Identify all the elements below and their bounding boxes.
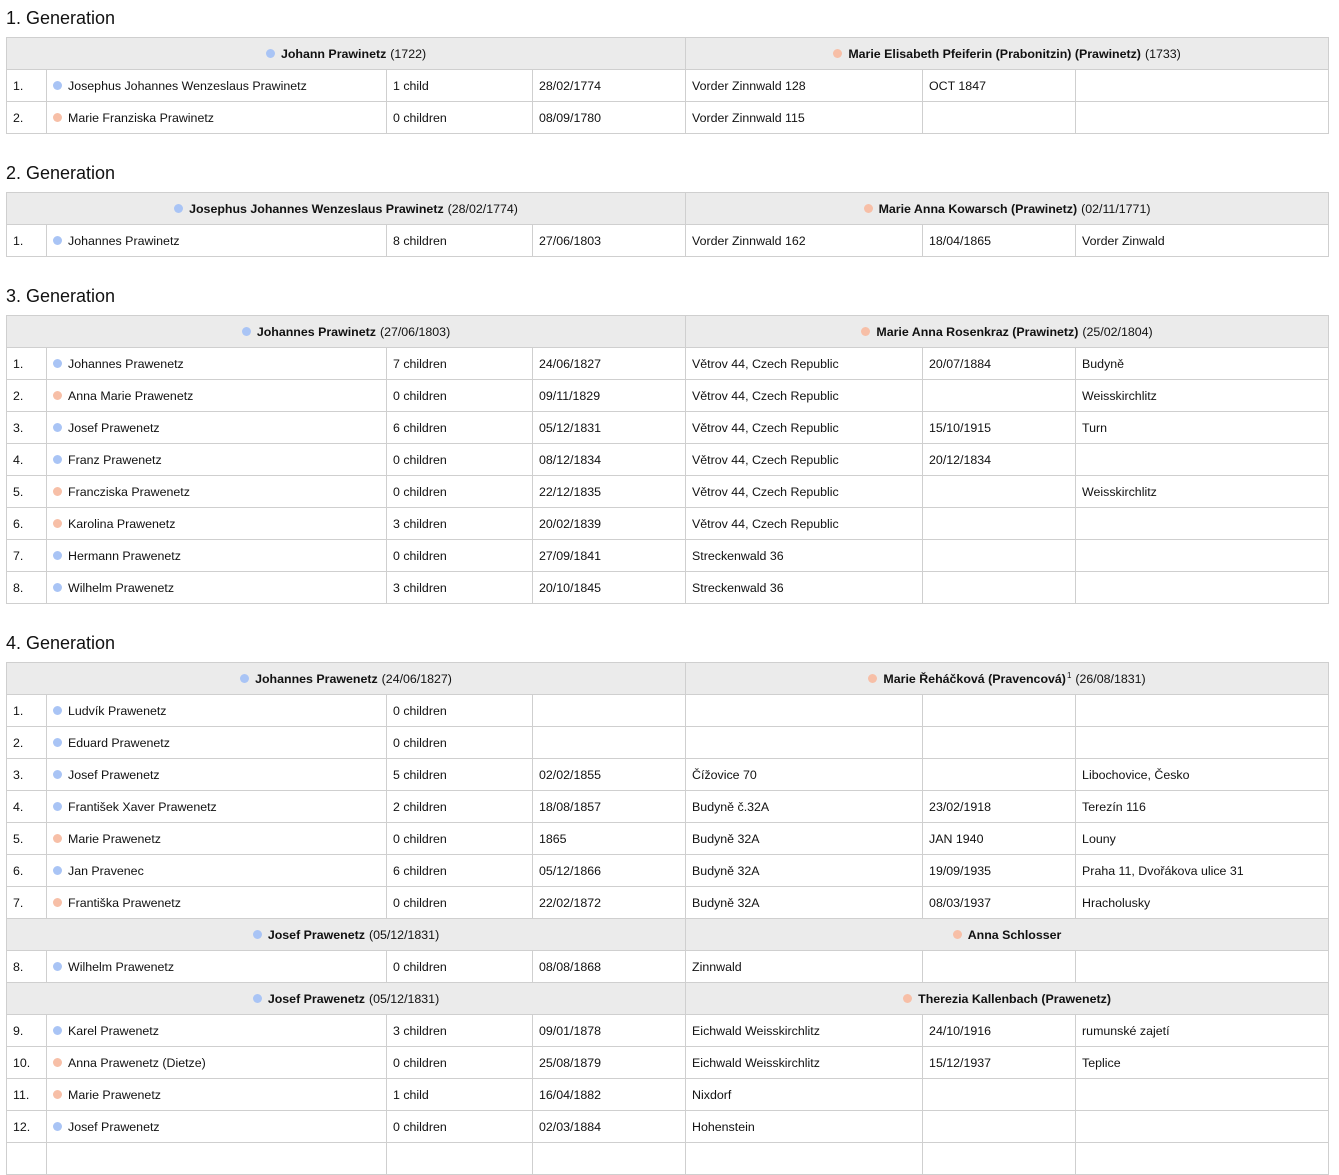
death-place — [1076, 102, 1329, 134]
birth-date: 08/12/1834 — [533, 444, 686, 476]
child-name-cell — [47, 855, 387, 887]
female-icon — [53, 834, 62, 843]
male-icon — [53, 962, 62, 971]
child-number: 2. — [7, 727, 47, 759]
child-name-cell — [47, 348, 387, 380]
child-name-link[interactable]: Hermann Prawenetz — [68, 548, 181, 563]
death-place: Vorder Zinwald — [1076, 225, 1329, 257]
child-name-cell — [47, 412, 387, 444]
death-date: 15/12/1937 — [923, 1047, 1076, 1079]
birth-place: Budyně 32A — [686, 887, 923, 919]
death-place — [1076, 444, 1329, 476]
child-name-link[interactable]: Johannes Prawenetz — [68, 356, 184, 371]
birth-place: Větrov 44, Czech Republic — [686, 444, 923, 476]
parent-birth-date: (24/06/1827) — [381, 671, 452, 686]
male-icon — [53, 802, 62, 811]
death-place: Weisskirchlitz — [1076, 380, 1329, 412]
child-number: 4. — [7, 791, 47, 823]
child-number: 1. — [7, 70, 47, 102]
female-icon — [903, 994, 912, 1003]
birth-date: 22/02/1872 — [533, 887, 686, 919]
birth-place: Eichwald Weisskirchlitz — [686, 1015, 923, 1047]
child-name-cell — [47, 1015, 387, 1047]
male-icon — [53, 236, 62, 245]
female-icon — [53, 487, 62, 496]
generation-title: 2. Generation — [6, 163, 116, 183]
birth-date — [533, 1143, 686, 1175]
table-row — [7, 476, 1329, 508]
children-count: 0 children — [387, 951, 533, 983]
child-name-link[interactable]: Johannes Prawinetz — [68, 233, 180, 248]
children-count: 6 children — [387, 855, 533, 887]
child-number: 1. — [7, 225, 47, 257]
male-icon — [53, 706, 62, 715]
birth-date: 09/01/1878 — [533, 1015, 686, 1047]
death-date — [923, 759, 1076, 791]
birth-place: Větrov 44, Czech Republic — [686, 348, 923, 380]
child-name-link[interactable]: Jan Pravenec — [68, 863, 144, 878]
child-name-cell — [47, 1047, 387, 1079]
table-row — [7, 855, 1329, 887]
table-row — [7, 759, 1329, 791]
female-icon — [833, 49, 842, 58]
child-name-link[interactable]: Wilhelm Prawenetz — [68, 959, 175, 974]
male-icon — [53, 738, 62, 747]
parent-birth-date: (27/06/1803) — [379, 324, 451, 339]
parent-name-link[interactable]: Marie Řeháčková (Pravencová) — [883, 672, 1066, 687]
father-cell — [7, 663, 686, 695]
child-name-link[interactable]: František Xaver Prawenetz — [68, 799, 217, 814]
parent-name-link[interactable]: Josef Prawenetz — [267, 991, 365, 1006]
death-place — [1076, 572, 1329, 604]
male-icon — [53, 359, 62, 368]
table-row — [7, 412, 1329, 444]
male-icon — [174, 204, 183, 213]
child-name-cell — [47, 823, 387, 855]
children-count: 3 children — [387, 508, 533, 540]
male-icon — [266, 49, 275, 58]
family-header-row — [7, 983, 1329, 1015]
child-name-cell — [47, 508, 387, 540]
death-date: 23/02/1918 — [923, 791, 1076, 823]
child-name-link[interactable]: Marie Franziska Prawinetz — [68, 110, 214, 125]
parent-birth-date: (28/02/1774) — [447, 201, 518, 216]
generation-title: 3. Generation — [6, 286, 116, 306]
parent-birth-date: (1722) — [390, 46, 427, 61]
birth-date: 16/04/1882 — [533, 1079, 686, 1111]
death-place — [1076, 540, 1329, 572]
male-icon — [253, 930, 262, 939]
child-name-link[interactable]: Anna Prawenetz (Dietze) — [68, 1055, 206, 1070]
male-icon — [53, 81, 62, 90]
children-count: 3 children — [387, 1015, 533, 1047]
child-name-link[interactable]: Josef Prawenetz — [68, 767, 160, 782]
death-date — [923, 476, 1076, 508]
parent-name-link[interactable]: Johannes Prawenetz — [255, 671, 378, 686]
birth-place: Budyně č.32A — [686, 791, 923, 823]
child-name-link[interactable]: Karel Prawenetz — [68, 1023, 159, 1038]
child-name-cell — [47, 102, 387, 134]
child-number: 12. — [7, 1111, 47, 1143]
birth-date: 08/08/1868 — [533, 951, 686, 983]
child-name-cell — [47, 1143, 387, 1175]
death-date — [923, 380, 1076, 412]
death-place: Teplice — [1076, 1047, 1329, 1079]
death-date: 20/12/1834 — [923, 444, 1076, 476]
child-name-link[interactable]: Anna Marie Prawenetz — [68, 388, 194, 403]
child-number — [7, 1143, 47, 1175]
death-place — [1076, 695, 1329, 727]
birth-date: 20/02/1839 — [533, 508, 686, 540]
children-count: 0 children — [387, 727, 533, 759]
birth-place: Nixdorf — [686, 1079, 923, 1111]
death-date — [923, 1143, 1076, 1175]
birth-place: Eichwald Weisskirchlitz — [686, 1047, 923, 1079]
child-number: 6. — [7, 855, 47, 887]
child-name-cell — [47, 444, 387, 476]
birth-place: Streckenwald 36 — [686, 540, 923, 572]
female-icon — [53, 1058, 62, 1067]
male-icon — [53, 583, 62, 592]
table-row — [7, 791, 1329, 823]
child-name-link[interactable]: Josephus Johannes Wenzeslaus Prawinetz — [68, 78, 307, 93]
female-icon — [53, 113, 62, 122]
male-icon — [53, 551, 62, 560]
birth-place: Budyně 32A — [686, 855, 923, 887]
death-place: Praha 11, Dvořákova ulice 31 — [1076, 855, 1329, 887]
child-number: 8. — [7, 951, 47, 983]
generation-table — [6, 315, 1329, 604]
birth-place — [686, 695, 923, 727]
children-count: 0 children — [387, 823, 533, 855]
birth-place: Větrov 44, Czech Republic — [686, 380, 923, 412]
child-name-cell — [47, 1111, 387, 1143]
child-number: 11. — [7, 1079, 47, 1111]
children-count — [387, 1143, 533, 1175]
death-place: Louny — [1076, 823, 1329, 855]
child-name-link[interactable]: Karolina Prawenetz — [68, 516, 176, 531]
child-name-link[interactable]: Ludvík Prawenetz — [68, 703, 167, 718]
death-date: 24/10/1916 — [923, 1015, 1076, 1047]
child-name-link[interactable]: Eduard Prawenetz — [68, 735, 170, 750]
parent-name-link[interactable]: Johannes Prawinetz — [256, 324, 376, 339]
parent-name-link[interactable]: Johann Prawinetz — [280, 46, 387, 61]
female-icon — [53, 898, 62, 907]
children-count: 8 children — [387, 225, 533, 257]
parent-birth-date: (02/11/1771) — [1081, 201, 1151, 216]
death-date — [923, 727, 1076, 759]
parent-name-link[interactable]: Josef Prawenetz — [267, 927, 365, 942]
parent-name-link[interactable]: Anna Schlosser — [967, 927, 1062, 942]
parent-name-link[interactable]: Marie Elisabeth Pfeiferin (Prabonitzin) (Prawinetz) — [848, 46, 1141, 61]
birth-place: Hohenstein — [686, 1111, 923, 1143]
parent-birth-date: (26/08/1831) — [1075, 672, 1146, 687]
child-name-link[interactable]: Marie Prawenetz — [68, 1087, 161, 1102]
child-name-cell — [47, 791, 387, 823]
male-icon — [53, 770, 62, 779]
death-date — [923, 540, 1076, 572]
male-icon — [53, 866, 62, 875]
birth-place — [686, 727, 923, 759]
parent-name-link[interactable]: Marie Anna Rosenkraz (Prawinetz) — [876, 324, 1079, 339]
children-count: 7 children — [387, 348, 533, 380]
table-row — [7, 823, 1329, 855]
death-date: 18/04/1865 — [923, 225, 1076, 257]
birth-place: Zinnwald — [686, 951, 923, 983]
generation-table — [6, 192, 1329, 257]
birth-date — [533, 727, 686, 759]
male-icon — [53, 1122, 62, 1131]
children-count: 0 children — [387, 887, 533, 919]
child-name-link[interactable]: Josef Prawenetz — [68, 420, 160, 435]
children-count: 0 children — [387, 1111, 533, 1143]
children-count: 0 children — [387, 380, 533, 412]
death-place — [1076, 1111, 1329, 1143]
birth-place: Větrov 44, Czech Republic — [686, 412, 923, 444]
birth-date: 09/11/1829 — [533, 380, 686, 412]
mother-cell — [686, 193, 1329, 225]
child-number: 1. — [7, 348, 47, 380]
table-row — [7, 348, 1329, 380]
death-place: Budyně — [1076, 348, 1329, 380]
birth-date: 28/02/1774 — [533, 70, 686, 102]
child-name-link[interactable]: Marie Prawenetz — [68, 831, 161, 846]
child-number: 4. — [7, 444, 47, 476]
death-date — [923, 1111, 1076, 1143]
parent-birth-date: (25/02/1804) — [1082, 324, 1153, 339]
birth-place: Větrov 44, Czech Republic — [686, 476, 923, 508]
child-name-cell — [47, 951, 387, 983]
children-count: 0 children — [387, 695, 533, 727]
female-icon — [868, 674, 877, 683]
table-row — [7, 1015, 1329, 1047]
female-icon — [53, 391, 62, 400]
death-date: OCT 1847 — [923, 70, 1076, 102]
death-date: JAN 1940 — [923, 823, 1076, 855]
death-date — [923, 695, 1076, 727]
generation-title: 1. Generation — [6, 8, 116, 28]
child-number: 2. — [7, 380, 47, 412]
father-cell — [7, 316, 686, 348]
children-count: 0 children — [387, 1047, 533, 1079]
death-place: Turn — [1076, 412, 1329, 444]
child-name-cell — [47, 225, 387, 257]
father-cell — [7, 983, 686, 1015]
birth-place: Streckenwald 36 — [686, 572, 923, 604]
death-date: 20/07/1884 — [923, 348, 1076, 380]
male-icon — [53, 1026, 62, 1035]
birth-date: 1865 — [533, 823, 686, 855]
death-place: Terezín 116 — [1076, 791, 1329, 823]
female-icon — [953, 930, 962, 939]
children-count: 1 child — [387, 70, 533, 102]
birth-place: Větrov 44, Czech Republic — [686, 508, 923, 540]
child-number: 7. — [7, 887, 47, 919]
family-header-row — [7, 919, 1329, 951]
family-header-row — [7, 38, 1329, 70]
table-row — [7, 695, 1329, 727]
child-name-cell — [47, 476, 387, 508]
birth-date: 08/09/1780 — [533, 102, 686, 134]
birth-date — [533, 695, 686, 727]
parent-name-link[interactable]: Marie Anna Kowarsch (Prawinetz) — [878, 201, 1078, 216]
table-row — [7, 225, 1329, 257]
child-name-link[interactable]: Františka Prawenetz — [68, 895, 181, 910]
child-name-cell — [47, 727, 387, 759]
father-cell — [7, 919, 686, 951]
child-number: 3. — [7, 412, 47, 444]
table-row — [7, 508, 1329, 540]
child-number: 5. — [7, 823, 47, 855]
female-icon — [861, 327, 870, 336]
table-row — [7, 1079, 1329, 1111]
parent-birth-date: (05/12/1831) — [368, 927, 440, 942]
table-row — [7, 572, 1329, 604]
child-name-cell — [47, 572, 387, 604]
death-place: Weisskirchlitz — [1076, 476, 1329, 508]
death-place — [1076, 951, 1329, 983]
birth-date: 18/08/1857 — [533, 791, 686, 823]
table-row — [7, 380, 1329, 412]
table-row — [7, 70, 1329, 102]
table-row — [7, 540, 1329, 572]
generation-title: 4. Generation — [6, 633, 116, 653]
parent-birth-date: (05/12/1831) — [368, 991, 440, 1006]
child-name-cell — [47, 70, 387, 102]
children-count: 2 children — [387, 791, 533, 823]
death-date: 15/10/1915 — [923, 412, 1076, 444]
male-icon — [53, 455, 62, 464]
child-number: 10. — [7, 1047, 47, 1079]
child-number: 5. — [7, 476, 47, 508]
children-count: 0 children — [387, 444, 533, 476]
mother-cell — [686, 316, 1329, 348]
mother-cell — [686, 663, 1329, 695]
child-name-link[interactable]: Franz Prawenetz — [68, 452, 162, 467]
mother-cell — [686, 919, 1329, 951]
child-number: 8. — [7, 572, 47, 604]
child-name-cell — [47, 380, 387, 412]
child-number: 1. — [7, 695, 47, 727]
child-name-cell — [47, 759, 387, 791]
birth-date: 02/02/1855 — [533, 759, 686, 791]
death-place — [1076, 508, 1329, 540]
male-icon — [253, 994, 262, 1003]
table-row — [7, 102, 1329, 134]
male-icon — [242, 327, 251, 336]
birth-place: Vorder Zinnwald 115 — [686, 102, 923, 134]
birth-date: 05/12/1866 — [533, 855, 686, 887]
family-header-row — [7, 316, 1329, 348]
birth-date: 02/03/1884 — [533, 1111, 686, 1143]
mother-cell — [686, 38, 1329, 70]
child-number: 6. — [7, 508, 47, 540]
family-header-row — [7, 663, 1329, 695]
birth-date: 20/10/1845 — [533, 572, 686, 604]
birth-place — [686, 1143, 923, 1175]
death-date: 08/03/1937 — [923, 887, 1076, 919]
death-date — [923, 1079, 1076, 1111]
death-place: Libochovice, Česko — [1076, 759, 1329, 791]
birth-date: 27/09/1841 — [533, 540, 686, 572]
birth-date: 24/06/1827 — [533, 348, 686, 380]
birth-place: Vorder Zinnwald 128 — [686, 70, 923, 102]
death-date — [923, 508, 1076, 540]
child-number: 7. — [7, 540, 47, 572]
male-icon — [53, 423, 62, 432]
birth-place: Čížovice 70 — [686, 759, 923, 791]
children-count: 0 children — [387, 540, 533, 572]
birth-date: 05/12/1831 — [533, 412, 686, 444]
family-header-row — [7, 193, 1329, 225]
children-count: 1 child — [387, 1079, 533, 1111]
table-row — [7, 1047, 1329, 1079]
death-date — [923, 951, 1076, 983]
child-number: 9. — [7, 1015, 47, 1047]
birth-date: 27/06/1803 — [533, 225, 686, 257]
death-place — [1076, 727, 1329, 759]
death-place — [1076, 70, 1329, 102]
table-row — [7, 1143, 1329, 1175]
child-name-link[interactable]: Wilhelm Prawenetz — [68, 580, 175, 595]
table-row — [7, 1111, 1329, 1143]
child-name-cell — [47, 540, 387, 572]
death-date — [923, 572, 1076, 604]
male-icon — [240, 674, 249, 683]
table-row — [7, 887, 1329, 919]
child-name-link[interactable]: Josef Prawenetz — [68, 1119, 160, 1134]
death-date: 19/09/1935 — [923, 855, 1076, 887]
father-cell — [7, 38, 686, 70]
parent-name-link[interactable]: Josephus Johannes Wenzeslaus Prawinetz — [189, 201, 444, 216]
birth-date: 22/12/1835 — [533, 476, 686, 508]
generation-table — [6, 662, 1329, 1175]
mother-cell — [686, 983, 1329, 1015]
children-count: 0 children — [387, 476, 533, 508]
parent-name-link[interactable]: Therezia Kallenbach (Prawenetz) — [918, 991, 1111, 1006]
child-name-cell — [47, 695, 387, 727]
children-count: 3 children — [387, 572, 533, 604]
birth-place: Vorder Zinnwald 162 — [686, 225, 923, 257]
female-icon — [53, 1090, 62, 1099]
generation-table — [6, 37, 1329, 134]
death-date — [923, 102, 1076, 134]
birth-place: Budyně 32A — [686, 823, 923, 855]
child-number: 3. — [7, 759, 47, 791]
children-count: 6 children — [387, 412, 533, 444]
footnote-marker[interactable]: 1 — [1066, 670, 1072, 680]
death-place — [1076, 1143, 1329, 1175]
parent-birth-date: (1733) — [1144, 46, 1181, 61]
table-row — [7, 444, 1329, 476]
child-number: 2. — [7, 102, 47, 134]
table-row — [7, 951, 1329, 983]
death-place: rumunské zajetí — [1076, 1015, 1329, 1047]
birth-date: 25/08/1879 — [533, 1047, 686, 1079]
death-place: Hracholusky — [1076, 887, 1329, 919]
child-name-cell — [47, 887, 387, 919]
female-icon — [53, 519, 62, 528]
table-row — [7, 727, 1329, 759]
child-name-link[interactable]: Francziska Prawenetz — [68, 484, 190, 499]
children-count: 5 children — [387, 759, 533, 791]
death-place — [1076, 1079, 1329, 1111]
father-cell — [7, 193, 686, 225]
female-icon — [864, 204, 873, 213]
child-name-cell — [47, 1079, 387, 1111]
children-count: 0 children — [387, 102, 533, 134]
